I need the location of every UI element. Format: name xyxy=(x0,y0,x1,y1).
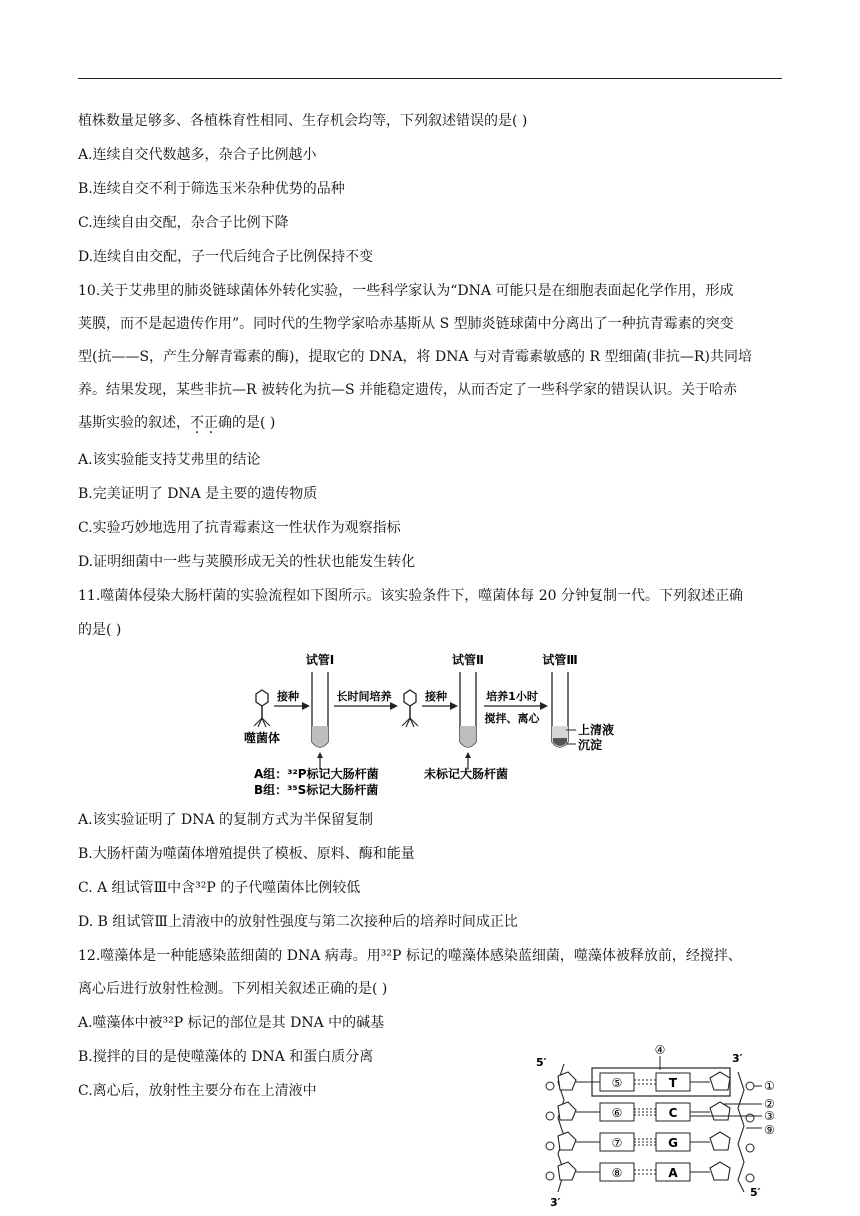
five-prime-bottom-label: 5′ xyxy=(750,1186,761,1199)
q12-option-b: B.搅拌的目的是使噬藻体的 DNA 和蛋白质分离 xyxy=(78,1049,374,1065)
base-a: A xyxy=(668,1166,678,1180)
q11-option-c: C. A 组试管Ⅲ中含³²P 的子代噬菌体比例较低 xyxy=(78,880,361,896)
test-tube-1 xyxy=(312,672,328,747)
q10-stem-end: 确的是( ) xyxy=(218,415,276,431)
label-4: ④ xyxy=(654,1043,666,1057)
q12-stem-line-2: 离心后进行放射性检测。下列相关叙述正确的是( ) xyxy=(78,981,388,997)
label-1: ① xyxy=(764,1079,775,1093)
arrow-head-icon xyxy=(450,702,458,710)
header-rule xyxy=(78,78,782,79)
label-3: ③ xyxy=(764,1109,775,1123)
label-5: ⑤ xyxy=(611,1076,623,1090)
q10-stem-line-1: 10.关于艾弗里的肺炎链球菌体外转化实验，一些科学家认为“DNA 可能只是在细胞表面起化学作用，形成 xyxy=(78,283,734,299)
q10-stem-part: 基斯实验的叙述， xyxy=(78,415,190,431)
base-g: G xyxy=(668,1136,678,1150)
stir-centrifuge-label: 搅拌、离心 xyxy=(484,712,540,725)
three-prime-top-label: 3′ xyxy=(732,1052,743,1065)
q10-stem-line-5 xyxy=(78,413,275,433)
q10-option-a: A.该实验能支持艾弗里的结论 xyxy=(78,452,261,468)
right-backbone xyxy=(738,1072,744,1192)
phage-icon xyxy=(254,690,270,727)
base-pair-row-1 xyxy=(546,1072,754,1091)
phage-experiment-figure xyxy=(240,650,620,800)
q9-option-c: C.连续自由交配，杂合子比例下降 xyxy=(78,215,289,231)
long-culture-label: 长时间培养 xyxy=(336,690,392,703)
five-prime-top-label: 5′ xyxy=(536,1056,547,1069)
arrow-head-icon xyxy=(540,702,548,710)
phage-icon xyxy=(402,690,418,727)
group-b-label: B组：³⁵S标记大肠杆菌 xyxy=(254,783,379,797)
inoculate-label-1: 接种 xyxy=(277,690,299,703)
group-a-label: A组：³²P标记大肠杆菌 xyxy=(254,767,379,781)
dna-structure-figure xyxy=(528,1042,780,1212)
q10-stem-line-2: 荚膜，而不是起遗传作用”。同时代的生物学家哈赤基斯从 S 型肺炎链球菌中分离出了一种抗青霉素的突变 xyxy=(78,316,734,332)
q10-stem-line-4: 养。结果发现，某些非抗—R 被转化为抗—S 并能稳定遗传，从而否定了一些科学家的错误认识。关于哈赤 xyxy=(78,382,738,398)
q10-stem-line-3: 型(抗——S，产生分解青霉素的酶)，提取它的 DNA，将 DNA 与对青霉素敏感的 R 型细菌(非抗—R)共同培 xyxy=(78,349,752,365)
supernatant-label: 上清液 xyxy=(578,723,615,737)
unlabeled-ecoli-label: 未标记大肠杆菌 xyxy=(424,767,509,781)
q9-option-a: A.连续自交代数越多，杂合子比例越小 xyxy=(78,147,317,163)
tube-1-label: 试管Ⅰ xyxy=(305,653,335,667)
q12-stem-line-1: 12.噬藻体是一种能感染蓝细菌的 DNA 病毒。用³²P 标记的噬藻体感染蓝细菌，噬藻体被释放前，经搅拌、 xyxy=(78,948,742,964)
test-tube-2 xyxy=(460,672,476,747)
culture-1h-label: 培养1小时 xyxy=(486,690,538,703)
base-pair-row-2 xyxy=(546,1102,754,1122)
tube-2-label: 试管Ⅱ xyxy=(452,653,484,667)
arrow-head-icon xyxy=(390,702,398,710)
arrow-head-icon xyxy=(317,752,323,758)
arrow-head-icon xyxy=(302,702,310,710)
base-pair-row-3 xyxy=(546,1132,754,1152)
q11-option-a: A.该实验证明了 DNA 的复制方式为半保留复制 xyxy=(78,812,374,828)
sediment-label: 沉淀 xyxy=(578,738,603,752)
emphasis-char-1: 不 xyxy=(190,415,204,431)
q11-stem-line-1: 11.噬菌体侵染大肠杆菌的实验流程如下图所示。该实验条件下，噬菌体每 20 分钟复制一代。下列叙述正确 xyxy=(78,588,743,604)
label-2: ② xyxy=(764,1097,775,1111)
q9-option-b: B.连续自交不利于筛选玉米杂种优势的品种 xyxy=(78,181,345,197)
tube-3-label: 试管Ⅲ xyxy=(542,653,578,667)
three-prime-bottom-label: 3′ xyxy=(550,1196,561,1209)
emphasis-char-2: 正 xyxy=(204,415,218,431)
q9-option-d: D.连续自由交配，子一代后纯合子比例保持不变 xyxy=(78,249,374,265)
test-tube-3 xyxy=(552,672,568,747)
question-9-stem-tail: 植株数量足够多、各植株育性相同、生存机会均等，下列叙述错误的是( ) xyxy=(78,113,528,129)
base-pair-row-4 xyxy=(546,1162,754,1182)
base-c: C xyxy=(668,1106,678,1120)
q11-option-b: B.大肠杆菌为噬菌体增殖提供了模板、原料、酶和能量 xyxy=(78,846,415,862)
q10-option-b: B.完美证明了 DNA 是主要的遗传物质 xyxy=(78,486,318,502)
label-9: ⑨ xyxy=(764,1123,775,1137)
q10-option-d: D.证明细菌中一些与荚膜形成无关的性状也能发生转化 xyxy=(78,554,416,570)
label-8: ⑧ xyxy=(611,1166,623,1180)
q11-option-d: D. B 组试管Ⅲ上清液中的放射性强度与第二次接种后的培养时间成正比 xyxy=(78,914,518,930)
q12-option-a: A.噬藻体中被³²P 标记的部位是其 DNA 中的碱基 xyxy=(78,1015,385,1031)
label-6: ⑥ xyxy=(611,1106,623,1120)
q11-stem-line-2: 的是( ) xyxy=(78,622,122,638)
label-7: ⑦ xyxy=(611,1136,623,1150)
arrow-head-icon xyxy=(465,752,471,758)
phage-label: 噬菌体 xyxy=(243,731,281,745)
inoculate-label-2: 接种 xyxy=(425,690,447,703)
base-t: T xyxy=(668,1076,678,1090)
q12-option-c: C.离心后，放射性主要分布在上清液中 xyxy=(78,1083,317,1099)
q10-option-c: C.实验巧妙地选用了抗青霉素这一性状作为观察指标 xyxy=(78,520,401,536)
